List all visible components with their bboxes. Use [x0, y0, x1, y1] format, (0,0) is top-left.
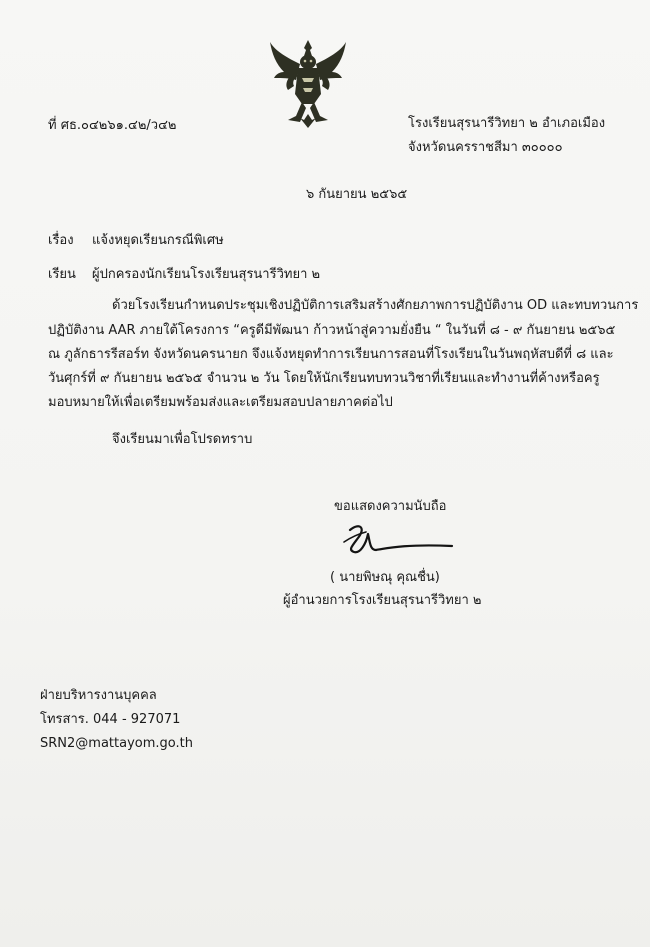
reference-number: ที่ ศธ.๐๔๒๖๑.๔๒/ว๔๒ [48, 118, 177, 133]
closing-line: จึงเรียนมาเพื่อโปรดทราบ [112, 432, 253, 447]
body-line: ณ ภูลักธารรีสอร์ท จังหวัดนครนายก จึงแจ้งหยุดทำการเรียนการสอนที่โรงเรียนในวันพฤหัสบดีที่ ๘ และ [48, 347, 614, 362]
school-address-line2: จังหวัดนครราชสีมา ๓๐๐๐๐ [408, 140, 563, 155]
handwritten-signature [336, 520, 456, 560]
body-line: วันศุกร์ที่ ๙ กันยายน ๒๕๖๕ จำนวน ๒ วัน โดยให้นักเรียนทบทวนวิชาที่เรียนและทำงานที่ค้างหรือครู [48, 371, 600, 386]
contact-email: SRN2@mattayom.go.th [40, 736, 193, 751]
school-address-line1: โรงเรียนสุรนารีวิทยา ๒ อำเภอเมือง [408, 116, 606, 131]
recipient-text: ผู้ปกครองนักเรียนโรงเรียนสุรนารีวิทยา ๒ [92, 267, 321, 282]
contact-fax: โทรสาร. 044 - 927071 [40, 712, 181, 727]
subject-text: แจ้งหยุดเรียนกรณีพิเศษ [92, 233, 224, 248]
body-line: ด้วยโรงเรียนกำหนดประชุมเชิงปฏิบัติการเสริมสร้างศักยภาพการปฏิบัติงาน OD และทบทวนการ [112, 298, 639, 313]
contact-department: ฝ่ายบริหารงานบุคคล [40, 688, 157, 703]
subject-label: เรื่อง [48, 233, 74, 248]
garuda-emblem-icon [266, 38, 350, 130]
letter-date: ๖ กันยายน ๒๕๖๕ [306, 187, 408, 202]
regards-text: ขอแสดงความนับถือ [334, 499, 447, 514]
body-line: ปฏิบัติงาน AAR ภายใต้โครงการ “ครูดีมีพัฒนา ก้าวหน้าสู่ความยั่งยืน “ ในวันที่ ๘ - ๙ กันยายน ๒๕๖๕ [48, 323, 616, 338]
signer-name: ( นายพิษณุ คุณชื่น) [330, 570, 440, 585]
signer-position: ผู้อำนวยการโรงเรียนสุรนารีวิทยา ๒ [283, 593, 482, 608]
body-line: มอบหมายให้เพื่อเตรียมพร้อมส่งและเตรียมสอบปลายภาคต่อไป [48, 395, 393, 410]
recipient-label: เรียน [48, 267, 76, 282]
